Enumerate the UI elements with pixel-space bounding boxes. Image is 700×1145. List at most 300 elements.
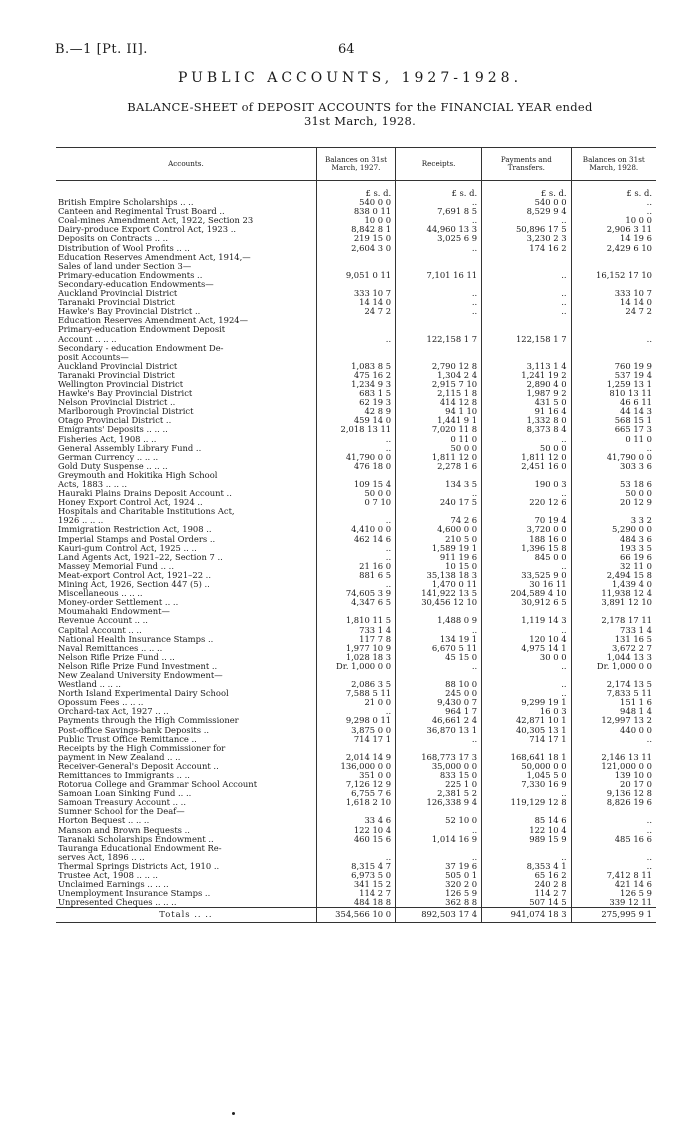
account-name-cell: Hauraki Plains Drains Deposit Account .. xyxy=(58,489,232,499)
balance-1928-cell: 20 17 0 xyxy=(571,780,656,789)
balance-1928-cell: 421 14 6 xyxy=(571,880,656,889)
receipts-cell: .. xyxy=(396,244,482,253)
receipts-cell: .. xyxy=(396,289,482,298)
table-row xyxy=(56,607,656,616)
account-name-cell: Greymouth and Hokitika High School xyxy=(58,470,218,480)
units-cell: £ s. d. xyxy=(396,181,482,199)
table-row xyxy=(56,844,656,853)
balance-1927-cell: 117 7 8 xyxy=(316,635,395,644)
receipts-cell: .. xyxy=(396,626,482,635)
receipts-cell: 2,115 1 8 xyxy=(396,389,482,398)
receipts-cell xyxy=(396,844,482,853)
payments-cell: .. xyxy=(482,689,571,698)
payments-cell: 119,129 12 8 xyxy=(482,798,571,807)
receipts-cell: 126 5 9 xyxy=(396,889,482,898)
balance-1928-cell: .. xyxy=(571,207,656,216)
account-name-cell: Westland .. .. .. xyxy=(58,680,121,690)
balance-1927-cell: 1,028 18 3 xyxy=(316,653,395,662)
balance-1928-cell: 14 14 0 xyxy=(571,298,656,307)
balance-1927-cell: 109 15 4 xyxy=(316,480,395,489)
receipts-cell: 1,441 9 1 xyxy=(396,416,482,425)
balance-1927-cell: 6,755 7 6 xyxy=(316,789,395,798)
balance-1928-cell: 139 10 0 xyxy=(571,771,656,780)
balance-1927-cell: 459 14 0 xyxy=(316,416,395,425)
balance-1927-cell: 2,014 14 9 xyxy=(316,753,395,762)
account-name-cell: Mining Act, 1926, Section 447 (5) .. xyxy=(58,580,210,590)
receipts-cell: 320 2 0 xyxy=(396,880,482,889)
balance-1928-cell: 50 0 0 xyxy=(571,489,656,498)
balance-1928-cell: 2,178 17 11 xyxy=(571,616,656,625)
receipts-cell xyxy=(396,607,482,616)
account-name-cell: Unpresented Cheques .. .. .. xyxy=(58,898,177,908)
account-name-cell: Taranaki Scholarships Endowment .. xyxy=(58,834,214,844)
account-name-cell: Remittances to Immigrants .. .. xyxy=(58,771,190,780)
table-row xyxy=(56,626,656,635)
receipts-cell: .. xyxy=(396,307,482,316)
table-row xyxy=(56,325,656,334)
payments-cell: 1,987 9 2 xyxy=(482,389,571,398)
table-row xyxy=(56,835,656,844)
balance-1927-cell: 10 0 0 xyxy=(316,216,395,225)
balance-1928-cell: 16,152 17 10 xyxy=(571,271,656,280)
receipts-cell: 52 10 0 xyxy=(396,816,482,825)
units-row xyxy=(56,181,656,199)
balance-1928-cell: 24 7 2 xyxy=(571,307,656,316)
balance-1927-cell xyxy=(316,280,395,289)
balance-1927-cell xyxy=(316,353,395,362)
table-row xyxy=(56,280,656,289)
payments-cell: 30 16 11 xyxy=(482,580,571,589)
payments-cell: 220 12 6 xyxy=(482,498,571,507)
balance-1928-cell: 41,790 0 0 xyxy=(571,453,656,462)
table-row xyxy=(56,753,656,762)
balance-1928-cell: 193 3 5 xyxy=(571,544,656,553)
balance-1927-cell: .. xyxy=(316,553,395,562)
account-name-cell: Kauri-gum Control Act, 1925 .. .. xyxy=(58,543,197,553)
document-reference: B.—1 [Pt. II]. xyxy=(55,42,148,57)
account-name-cell: Money-order Settlement .. .. xyxy=(58,598,179,608)
account-name-cell: Horton Bequest .. .. .. xyxy=(58,816,150,826)
receipts-cell: 7,020 11 8 xyxy=(396,425,482,434)
receipts-cell: .. xyxy=(396,735,482,744)
balance-1927-cell: 484 18 8 xyxy=(316,898,395,908)
payments-cell: 1,811 12 0 xyxy=(482,453,571,462)
table-row xyxy=(56,253,656,262)
page-mark xyxy=(232,1112,235,1115)
balance-sheet-table xyxy=(56,147,656,923)
account-name-cell: Education Reserves Amendment Act, 1914,— xyxy=(58,252,251,262)
account-name-cell: Emigrants' Deposits .. .. .. xyxy=(58,425,168,435)
account-name-cell: Education Reserves Amendment Act, 1924— xyxy=(58,316,248,326)
balance-1927-cell: 41,790 0 0 xyxy=(316,453,395,462)
balance-1927-cell: 475 16 2 xyxy=(316,371,395,380)
receipts-cell xyxy=(396,316,482,325)
balance-1927-cell: 136,000 0 0 xyxy=(316,762,395,771)
balance-1927-cell: 683 1 5 xyxy=(316,389,395,398)
payments-cell xyxy=(482,744,571,753)
receipts-cell: 414 12 8 xyxy=(396,398,482,407)
totals-label: Totals .. .. xyxy=(56,908,316,922)
table-row xyxy=(56,726,656,735)
account-name-cell: Receipts by the High Commissioner for xyxy=(58,743,226,753)
table-row xyxy=(56,889,656,898)
balance-1928-cell: 53 18 6 xyxy=(571,480,656,489)
account-name-cell: Meat-export Control Act, 1921–22 .. xyxy=(58,570,212,580)
account-name-cell: Capital Account .. .. xyxy=(58,625,142,635)
payments-cell: .. xyxy=(482,298,571,307)
receipts-cell xyxy=(396,807,482,816)
payments-cell: 989 15 9 xyxy=(482,835,571,844)
balance-1928-cell: 2,146 13 11 xyxy=(571,753,656,762)
balance-1928-cell: 1,439 4 0 xyxy=(571,580,656,589)
balance-1927-cell: 6,973 5 0 xyxy=(316,871,395,880)
balance-1928-cell xyxy=(571,253,656,262)
balance-1927-cell: 333 10 7 xyxy=(316,289,395,298)
balance-1927-cell xyxy=(316,262,395,271)
receipts-cell xyxy=(396,325,482,334)
column-header-balance-1928: Balances on 31st March, 1928. xyxy=(571,148,656,181)
table-row xyxy=(56,580,656,589)
payments-cell: 40,305 13 1 xyxy=(482,726,571,735)
balance-1927-cell: 460 15 6 xyxy=(316,835,395,844)
table-row xyxy=(56,644,656,653)
balance-1927-cell: .. xyxy=(316,580,395,589)
table-row xyxy=(56,516,656,525)
balance-1927-cell: 462 14 6 xyxy=(316,535,395,544)
account-name-cell: Unclaimed Earnings .. .. .. xyxy=(58,880,169,890)
account-name-cell: Auckland Provincial District xyxy=(58,289,178,299)
account-name-cell: Opossum Fees .. .. .. xyxy=(58,698,144,708)
payments-cell: 168,641 18 1 xyxy=(482,753,571,762)
balance-1928-cell: 1,044 13 3 xyxy=(571,653,656,662)
table-row xyxy=(56,635,656,644)
table-row xyxy=(56,380,656,389)
table-row xyxy=(56,234,656,243)
receipts-cell: 44,960 13 3 xyxy=(396,225,482,234)
balance-1927-cell: .. xyxy=(316,335,395,344)
units-cell: £ s. d. xyxy=(316,181,395,199)
account-name-cell: Otago Provincial District .. xyxy=(58,416,172,426)
receipts-cell xyxy=(396,671,482,680)
balance-1928-cell xyxy=(571,316,656,325)
table-row xyxy=(56,489,656,498)
balance-1928-cell: 303 3 6 xyxy=(571,462,656,471)
balance-1927-cell: .. xyxy=(316,516,395,525)
totals-payments: 941,074 18 3 xyxy=(482,908,571,922)
balance-1927-cell: 714 17 1 xyxy=(316,735,395,744)
account-name-cell: Samoan Treasury Account .. .. xyxy=(58,798,186,808)
account-name-cell: Primary-education Endowment Deposit xyxy=(58,325,226,335)
balance-1927-cell: 33 4 6 xyxy=(316,816,395,825)
balance-1927-cell: 62 19 3 xyxy=(316,398,395,407)
balance-1927-cell: 74,605 3 9 xyxy=(316,589,395,598)
balance-1928-cell: 12,997 13 2 xyxy=(571,716,656,725)
receipts-cell: 50 0 0 xyxy=(396,444,482,453)
receipts-cell xyxy=(396,353,482,362)
balance-1927-cell: 9,051 0 11 xyxy=(316,271,395,280)
balance-1928-cell: 3 3 2 xyxy=(571,516,656,525)
balance-1927-cell: 21 16 0 xyxy=(316,562,395,571)
totals-row xyxy=(56,908,656,922)
table-row xyxy=(56,616,656,625)
account-name-cell: Receiver-General's Deposit Account .. xyxy=(58,761,219,771)
account-name-cell: Orchard-tax Act, 1927 .. .. xyxy=(58,707,169,717)
receipts-cell: 134 19 1 xyxy=(396,635,482,644)
balance-1928-cell: 760 19 9 xyxy=(571,362,656,371)
table-row xyxy=(56,316,656,325)
page-title: PUBLIC ACCOUNTS, 1927-1928. xyxy=(177,70,523,86)
account-name-cell: Secondary-education Endowments— xyxy=(58,279,214,289)
receipts-cell: 7,101 16 11 xyxy=(396,271,482,280)
receipts-cell: 6,670 5 11 xyxy=(396,644,482,653)
receipts-cell: 2,278 1 6 xyxy=(396,462,482,471)
balance-1927-cell xyxy=(316,844,395,853)
table-row xyxy=(56,589,656,598)
account-name-cell: Samoan Loan Sinking Fund .. .. xyxy=(58,789,192,799)
balance-1927-cell: 50 0 0 xyxy=(316,489,395,498)
table-row xyxy=(56,898,656,908)
receipts-cell: 35,138 18 3 xyxy=(396,571,482,580)
receipts-cell: 37 19 6 xyxy=(396,862,482,871)
balance-1928-cell: 5,290 0 0 xyxy=(571,525,656,534)
receipts-cell xyxy=(396,471,482,480)
balance-1928-cell: 20 12 9 xyxy=(571,498,656,507)
balance-1928-cell: .. xyxy=(571,735,656,744)
balance-1927-cell: 2,604 3 0 xyxy=(316,244,395,253)
balance-1928-cell: 151 1 6 xyxy=(571,698,656,707)
receipts-cell: .. xyxy=(396,198,482,207)
receipts-cell: 505 0 1 xyxy=(396,871,482,880)
table-row xyxy=(56,816,656,825)
table-row xyxy=(56,853,656,862)
payments-cell: .. xyxy=(482,307,571,316)
payments-cell: 8,373 8 4 xyxy=(482,425,571,434)
balance-1927-cell: 0 7 10 xyxy=(316,498,395,507)
table-row xyxy=(56,653,656,662)
table-row xyxy=(56,662,656,671)
units-cell: £ s. d. xyxy=(482,181,571,199)
receipts-cell: 36,870 13 1 xyxy=(396,726,482,735)
account-name-cell: Sales of land under Section 3— xyxy=(58,261,192,271)
payments-cell: 3,720 0 0 xyxy=(482,525,571,534)
balance-1928-cell xyxy=(571,807,656,816)
balance-1928-cell: 32 11 0 xyxy=(571,562,656,571)
table-row xyxy=(56,780,656,789)
table-row xyxy=(56,225,656,234)
units-cell xyxy=(56,181,316,199)
account-name-cell: serves Act, 1896 .. .. xyxy=(58,852,145,862)
table-row xyxy=(56,353,656,362)
payments-cell: 188 16 0 xyxy=(482,535,571,544)
balance-1927-cell: 1,234 9 3 xyxy=(316,380,395,389)
receipts-cell: 240 17 5 xyxy=(396,498,482,507)
balance-1927-cell: .. xyxy=(316,444,395,453)
receipts-cell: 7,691 8 5 xyxy=(396,207,482,216)
payments-cell: 204,589 4 10 xyxy=(482,589,571,598)
balance-1927-cell xyxy=(316,325,395,334)
balance-1928-cell xyxy=(571,844,656,853)
balance-1928-cell: 2,174 13 5 xyxy=(571,680,656,689)
receipts-cell: 88 10 0 xyxy=(396,680,482,689)
table-row xyxy=(56,407,656,416)
receipts-cell xyxy=(396,253,482,262)
balance-1927-cell xyxy=(316,744,395,753)
table-row xyxy=(56,425,656,434)
balance-1928-cell: .. xyxy=(571,853,656,862)
table-row xyxy=(56,444,656,453)
payments-cell: 7,330 16 9 xyxy=(482,780,571,789)
account-name-cell: Auckland Provincial District xyxy=(58,361,178,371)
balance-1928-cell xyxy=(571,262,656,271)
balance-1927-cell: 3,875 0 0 xyxy=(316,726,395,735)
payments-cell: .. xyxy=(482,626,571,635)
account-name-cell: Naval Remittances .. .. .. xyxy=(58,643,163,653)
receipts-cell: 35,000 0 0 xyxy=(396,762,482,771)
receipts-cell: 30,456 12 10 xyxy=(396,598,482,607)
table-row xyxy=(56,771,656,780)
table-footer xyxy=(56,908,656,922)
balance-1928-cell: 537 19 4 xyxy=(571,371,656,380)
balance-1927-cell: 24 7 2 xyxy=(316,307,395,316)
table-row xyxy=(56,744,656,753)
account-name-cell: Distribution of Wool Profits .. .. xyxy=(58,243,190,253)
receipts-cell: 94 1 10 xyxy=(396,407,482,416)
balance-1927-cell xyxy=(316,671,395,680)
account-name-cell: Land Agents Act, 1921–22, Section 7 .. xyxy=(58,552,223,562)
balance-1928-cell: 10 0 0 xyxy=(571,216,656,225)
payments-cell: 3,230 2 3 xyxy=(482,234,571,243)
account-name-cell: Nelson Rifle Prize Fund Investment .. xyxy=(58,661,218,671)
account-name-cell: Hospitals and Charitable Institutions Act, xyxy=(58,507,235,517)
receipts-cell: .. xyxy=(396,826,482,835)
payments-cell: 70 19 4 xyxy=(482,516,571,525)
account-name-cell: German Currency .. .. .. xyxy=(58,452,159,462)
payments-cell: .. xyxy=(482,853,571,862)
balance-1927-cell: 733 1 4 xyxy=(316,626,395,635)
balance-1928-cell: 44 14 3 xyxy=(571,407,656,416)
table-row xyxy=(56,462,656,471)
account-name-cell: Honey Export Control Act, 1924 .. xyxy=(58,498,203,508)
balance-1928-cell: .. xyxy=(571,335,656,344)
balance-1927-cell: 42 8 9 xyxy=(316,407,395,416)
account-name-cell: Fisheries Act, 1908 .. .. xyxy=(58,434,157,444)
account-name-cell: Canteen and Regimental Trust Board .. xyxy=(58,207,225,217)
page-subtitle xyxy=(95,100,625,128)
table-row xyxy=(56,798,656,807)
receipts-cell: 911 19 6 xyxy=(396,553,482,562)
receipts-cell: 1,488 0 9 xyxy=(396,616,482,625)
units-cell: £ s. d. xyxy=(571,181,656,199)
balance-1927-cell: 2,086 3 5 xyxy=(316,680,395,689)
account-name-cell: Gold Duty Suspense .. .. .. xyxy=(58,461,168,471)
receipts-cell: .. xyxy=(396,662,482,671)
balance-1928-cell: 11,938 12 4 xyxy=(571,589,656,598)
account-name-cell: Hawke's Bay Provincial District .. xyxy=(58,307,201,317)
balance-1927-cell xyxy=(316,344,395,353)
balance-1927-cell: 8,315 4 7 xyxy=(316,862,395,871)
payments-cell xyxy=(482,353,571,362)
receipts-cell: 122,158 1 7 xyxy=(396,335,482,344)
balance-1927-cell xyxy=(316,471,395,480)
receipts-cell: 141,922 13 5 xyxy=(396,589,482,598)
receipts-cell: 2,915 7 10 xyxy=(396,380,482,389)
balance-1927-cell: 1,083 8 5 xyxy=(316,362,395,371)
payments-cell: 30,912 6 5 xyxy=(482,598,571,607)
account-name-cell: Deposits on Contracts .. .. xyxy=(58,234,169,244)
balance-1928-cell: .. xyxy=(571,198,656,207)
totals-receipts: 892,503 17 4 xyxy=(396,908,482,922)
account-name-cell: Coal-mines Amendment Act, 1922, Section 23 xyxy=(58,216,254,226)
subtitle-line-1: BALANCE-SHEET of DEPOSIT ACCOUNTS for the FINANCIAL YEAR ended xyxy=(127,100,593,114)
receipts-cell: 10 15 0 xyxy=(396,562,482,571)
table-row xyxy=(56,271,656,280)
receipts-cell: 4,600 0 0 xyxy=(396,525,482,534)
payments-cell: 65 16 2 xyxy=(482,871,571,880)
payments-cell: 50,896 17 5 xyxy=(482,225,571,234)
table-row xyxy=(56,216,656,225)
payments-cell: 50,000 0 0 xyxy=(482,762,571,771)
table-row xyxy=(56,716,656,725)
subtitle-line-2: 31st March, 1928. xyxy=(303,114,417,128)
account-name-cell: Dairy-produce Export Control Act, 1923 .. xyxy=(58,225,237,235)
table-row xyxy=(56,289,656,298)
balance-1928-cell: 485 16 6 xyxy=(571,835,656,844)
account-name-cell: Account .. .. .. xyxy=(58,334,117,344)
payments-cell: 16 0 3 xyxy=(482,707,571,716)
payments-cell: 540 0 0 xyxy=(482,198,571,207)
account-name-cell: Unemployment Insurance Stamps .. xyxy=(58,889,211,899)
receipts-cell: 1,304 2 4 xyxy=(396,371,482,380)
payments-cell xyxy=(482,471,571,480)
receipts-cell xyxy=(396,507,482,516)
balance-1927-cell: 122 10 4 xyxy=(316,826,395,835)
payments-cell: 431 5 0 xyxy=(482,398,571,407)
account-name-cell: Miscellaneous .. .. .. xyxy=(58,589,143,599)
payments-cell: 42,871 10 1 xyxy=(482,716,571,725)
table-row xyxy=(56,307,656,316)
payments-cell: 1,119 14 3 xyxy=(482,616,571,625)
table-row xyxy=(56,871,656,880)
balance-1928-cell: 126 5 9 xyxy=(571,889,656,898)
balance-1928-cell: 948 1 4 xyxy=(571,707,656,716)
column-header-receipts: Receipts. xyxy=(396,148,482,181)
table-row xyxy=(56,553,656,562)
balance-1928-cell: 3,672 2 7 xyxy=(571,644,656,653)
account-name-cell: Thermal Springs Districts Act, 1910 .. xyxy=(58,861,220,871)
account-name-cell: British Empire Scholarships .. .. xyxy=(58,198,194,208)
account-name-cell: Imperial Stamps and Postal Orders .. xyxy=(58,534,216,544)
payments-cell xyxy=(482,844,571,853)
balance-1928-cell xyxy=(571,507,656,516)
receipts-cell: 3,025 6 9 xyxy=(396,234,482,243)
account-name-cell: Tauranga Educational Endowment Re- xyxy=(58,843,222,853)
receipts-cell: 126,338 9 4 xyxy=(396,798,482,807)
payments-cell xyxy=(482,316,571,325)
balance-1927-cell: 1,810 11 5 xyxy=(316,616,395,625)
account-name-cell: Primary-education Endowments .. xyxy=(58,270,203,280)
payments-cell: 8,353 4 1 xyxy=(482,862,571,871)
table-row xyxy=(56,389,656,398)
column-header-accounts: Accounts. xyxy=(56,148,316,181)
payments-cell xyxy=(482,807,571,816)
balance-1927-cell: 114 2 7 xyxy=(316,889,395,898)
balance-1928-cell: 333 10 7 xyxy=(571,289,656,298)
payments-cell: 1,241 19 2 xyxy=(482,371,571,380)
payments-cell: 91 16 4 xyxy=(482,407,571,416)
table-row xyxy=(56,807,656,816)
table-row xyxy=(56,544,656,553)
balance-1927-cell xyxy=(316,807,395,816)
